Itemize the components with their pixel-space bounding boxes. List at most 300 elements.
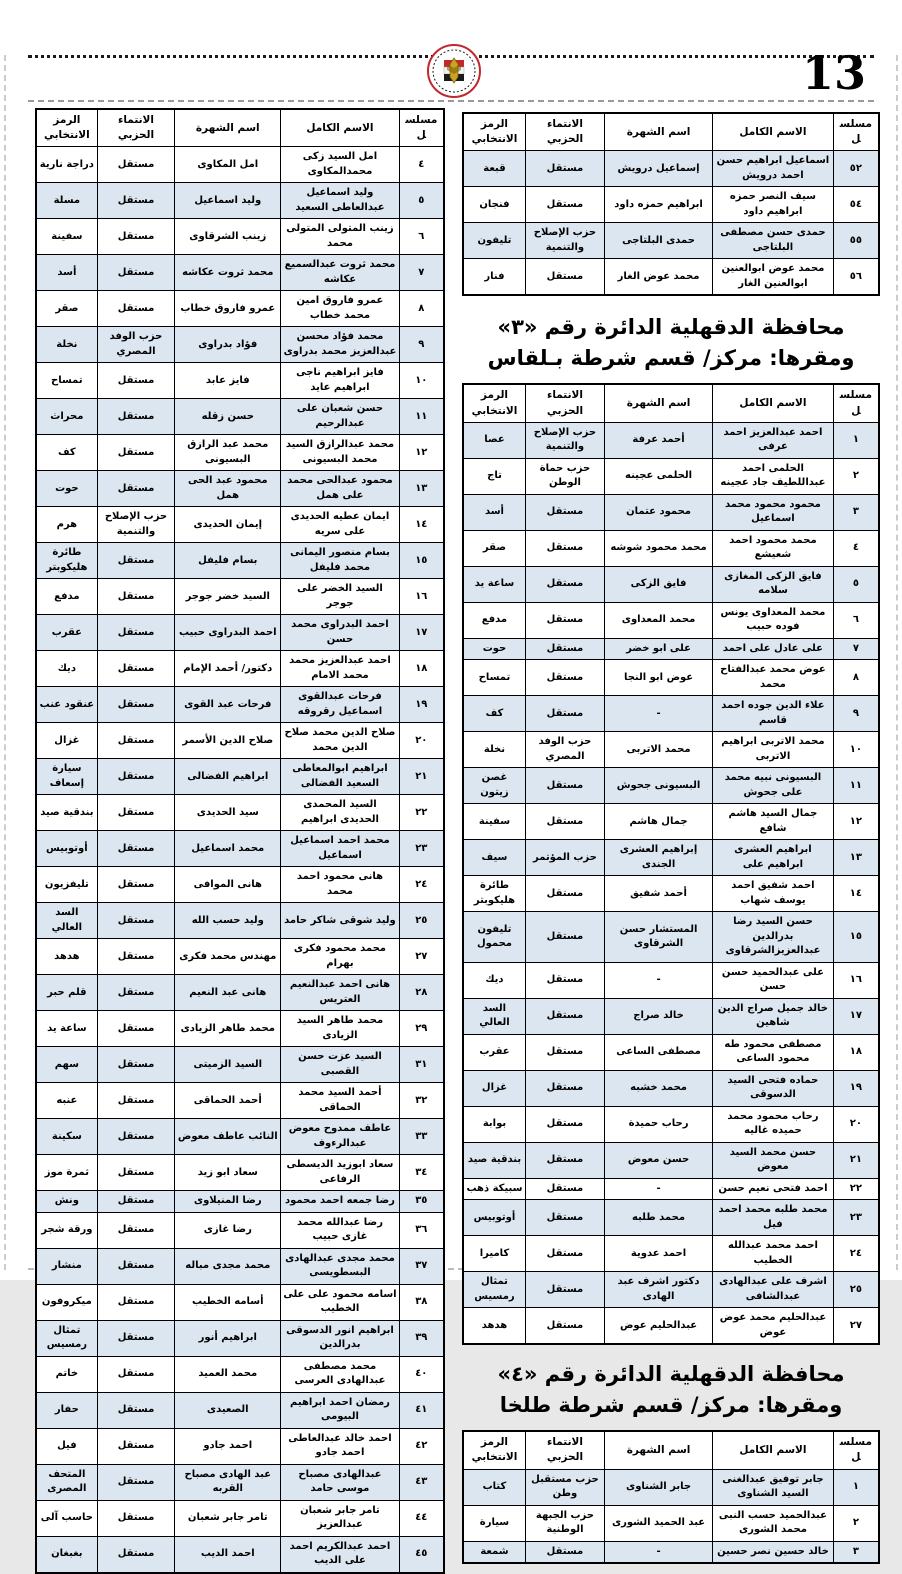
header-row [463, 113, 879, 151]
cell-symbol: كتاب [463, 1469, 525, 1505]
cell-full-name: بسام منصور اليمانى محمد فليفل [281, 543, 399, 579]
cell-serial: ١١ [833, 768, 879, 804]
table-row [36, 1284, 444, 1320]
cell-serial: ١٣ [833, 840, 879, 876]
cell-full-name: السيد عزت حسن القصبى [281, 1047, 399, 1083]
cell-nickname: حمدى البلتاجى [604, 223, 712, 259]
table-row [36, 687, 444, 723]
table-row [36, 1500, 444, 1536]
cell-party: مستقل [97, 579, 175, 615]
candidates-table-district2-continued [35, 108, 445, 1574]
column-header-nickname: اسم الشهرة [175, 109, 281, 147]
cell-party: حزب الإصلاح والتنمية [525, 422, 604, 458]
cell-symbol: حفار [36, 1392, 97, 1428]
cell-serial: ٣٨ [399, 1284, 444, 1320]
cell-nickname: إيمان الحديدى [175, 507, 281, 543]
cell-full-name: السيد الخضر على جوجر [281, 579, 399, 615]
cell-symbol: حاسب آلى [36, 1500, 97, 1536]
cell-serial: ٤٣ [399, 1464, 444, 1500]
cell-nickname: فايز عابد [175, 363, 281, 399]
cell-symbol: سفينة [36, 219, 97, 255]
cell-full-name: حمدى حسن مصطفى البلتاجى [713, 223, 834, 259]
column-header-nickname: اسم الشهرة [604, 384, 712, 422]
cell-serial: ١ [833, 422, 879, 458]
cell-nickname: محمد العميد [175, 1356, 281, 1392]
cell-symbol: قبعة [463, 151, 525, 187]
table-row [36, 1155, 444, 1191]
cell-symbol: فيل [36, 1428, 97, 1464]
cell-nickname: رضا غازى [175, 1212, 281, 1248]
cell-party: حزب الوفد المصري [525, 732, 604, 768]
cell-symbol: سهم [36, 1047, 97, 1083]
cell-symbol: غزال [36, 723, 97, 759]
cell-symbol: فنار [463, 259, 525, 296]
page-number: 13 [801, 46, 866, 100]
cell-serial: ٢٨ [399, 975, 444, 1011]
cell-full-name: ايمان عطيه الحديدى على سريه [281, 507, 399, 543]
cell-symbol: ونش [36, 1191, 97, 1213]
cell-serial: ١٩ [833, 1070, 879, 1106]
cell-full-name: محمد عوض ابوالعنين ابوالعنين الغار [713, 259, 834, 296]
header-row [463, 1431, 879, 1469]
cell-symbol: ساعة يد [463, 566, 525, 602]
cell-full-name: حسن شعبان على عبدالرحيم [281, 399, 399, 435]
table-row [463, 422, 879, 458]
cell-serial: ٤٢ [399, 1428, 444, 1464]
cell-serial: ٢٧ [833, 1308, 879, 1345]
cell-serial: ٥ [833, 566, 879, 602]
cell-nickname: امل المكاوى [175, 147, 281, 183]
cell-serial: ٣٩ [399, 1320, 444, 1356]
cell-party: مستقل [97, 975, 175, 1011]
cell-nickname: عوض ابو النجا [604, 660, 712, 696]
column-header-serial: مسلسل [833, 384, 879, 422]
cell-nickname: حسن معوض [604, 1142, 712, 1178]
cell-serial: ٥٦ [833, 259, 879, 296]
cell-full-name: ابراهيم انور الدسوقى بدرالدين [281, 1320, 399, 1356]
table-row [36, 615, 444, 651]
cell-party: مستقل [525, 912, 604, 963]
cell-symbol: غصن زيتون [463, 768, 525, 804]
cell-serial: ٤ [399, 147, 444, 183]
table-row [463, 1272, 879, 1308]
cell-full-name: جمال السيد هاشم شافع [713, 804, 834, 840]
cell-nickname: هانى عبد النعيم [175, 975, 281, 1011]
cell-nickname: خالد صراج [604, 998, 712, 1034]
table-row [36, 1212, 444, 1248]
cell-party: مستقل [525, 530, 604, 566]
cell-symbol: تمساح [36, 363, 97, 399]
cell-serial: ٢٠ [833, 1106, 879, 1142]
table-row [463, 1505, 879, 1541]
cell-serial: ٣ [833, 1541, 879, 1563]
cell-full-name: زينب المتولى المتولى محمد [281, 219, 399, 255]
cell-serial: ٣٢ [399, 1083, 444, 1119]
cell-full-name: السيد المحمدى الحديدى ابراهيم [281, 795, 399, 831]
table-row [463, 566, 879, 602]
cell-full-name: رضا جمعه احمد محمود [281, 1191, 399, 1213]
cell-party: مستقل [525, 638, 604, 660]
cell-serial: ١٩ [399, 687, 444, 723]
cell-party: مستقل [97, 255, 175, 291]
cell-nickname: - [604, 696, 712, 732]
column-header-full-name: الاسم الكامل [713, 113, 834, 151]
cell-nickname: جابر الشناوى [604, 1469, 712, 1505]
cell-party: حزب الوفد المصري [97, 327, 175, 363]
column-header-party: الانتماء الحزبي [525, 1431, 604, 1469]
cell-nickname: بسام فليفل [175, 543, 281, 579]
table-row [36, 1191, 444, 1213]
table-row [36, 831, 444, 867]
cell-party: مستقل [97, 1392, 175, 1428]
cell-party: مستقل [97, 471, 175, 507]
cell-symbol: خاتم [36, 1356, 97, 1392]
cell-full-name: مصطفى محمود طه محمود الساعى [713, 1034, 834, 1070]
cell-full-name: تامر جابر شعبان عبدالعزيز [281, 1500, 399, 1536]
cell-symbol: عنقود عنب [36, 687, 97, 723]
cell-symbol: شمعة [463, 1541, 525, 1563]
cell-party: مستقل [97, 795, 175, 831]
cell-party: مستقل [97, 1248, 175, 1284]
table-row [36, 471, 444, 507]
cell-party: مستقل [97, 723, 175, 759]
table-row [463, 1308, 879, 1345]
table-row [36, 1011, 444, 1047]
cell-serial: ٣١ [399, 1047, 444, 1083]
cell-serial: ٢٧ [399, 939, 444, 975]
cell-nickname: جمال هاشم [604, 804, 712, 840]
cell-serial: ٣٥ [399, 1191, 444, 1213]
table-row [463, 530, 879, 566]
table-row [36, 1119, 444, 1155]
column-header-serial: مسلسل [833, 113, 879, 151]
cell-serial: ٢ [833, 458, 879, 494]
cell-full-name: خالد جميل صراج الدين شاهين [713, 998, 834, 1034]
cell-party: مستقل [97, 219, 175, 255]
cell-symbol: هدهد [36, 939, 97, 975]
cell-party: مستقل [97, 687, 175, 723]
table-row [36, 759, 444, 795]
cell-nickname: فايق الزكى [604, 566, 712, 602]
column-header-party: الانتماء الحزبي [525, 384, 604, 422]
cell-serial: ٩ [833, 696, 879, 732]
cell-party: مستقل [97, 1011, 175, 1047]
cell-symbol: تليفزيون [36, 867, 97, 903]
cell-serial: ٦ [833, 602, 879, 638]
cell-symbol: سكينة [36, 1119, 97, 1155]
cell-party: مستقل [525, 696, 604, 732]
cell-party: مستقل [97, 1155, 175, 1191]
cell-party: مستقل [97, 939, 175, 975]
cell-symbol: تمثال رمسيس [36, 1320, 97, 1356]
cell-party: حزب المؤتمر [525, 840, 604, 876]
cell-full-name: محمد احمد اسماعيل اسماعيل [281, 831, 399, 867]
cell-symbol: هدهد [463, 1308, 525, 1345]
cell-party: مستقل [97, 903, 175, 939]
cell-serial: ٢١ [833, 1142, 879, 1178]
table-row [463, 1178, 879, 1200]
table-row [463, 660, 879, 696]
cell-party: مستقل [525, 1200, 604, 1236]
cell-full-name: وليد شوقى شاكر حامد [281, 903, 399, 939]
cell-party: مستقل [525, 804, 604, 840]
cell-serial: ٨ [399, 291, 444, 327]
cell-serial: ١٠ [833, 732, 879, 768]
cell-serial: ٧ [399, 255, 444, 291]
cell-nickname: محمد محمود شوشه [604, 530, 712, 566]
cell-symbol: سيارة إسعاف [36, 759, 97, 795]
table-row [463, 696, 879, 732]
cell-full-name: محمد طاهر السيد الزيادى [281, 1011, 399, 1047]
cell-party: مستقل [525, 602, 604, 638]
cell-serial: ١٦ [833, 962, 879, 998]
cell-full-name: محمد مجدى عبدالهادى البسطويسى [281, 1248, 399, 1284]
cell-party: مستقل [525, 494, 604, 530]
cell-party: مستقل [525, 187, 604, 223]
cell-party: مستقل [97, 831, 175, 867]
cell-nickname: محمد ثروت عكاشه [175, 255, 281, 291]
cell-full-name: محمد ثروت عبدالسميع عكاشه [281, 255, 399, 291]
cell-nickname: الحلمى عجينه [604, 458, 712, 494]
cell-full-name: حسن محمد السيد معوض [713, 1142, 834, 1178]
cell-serial: ٢٠ [399, 723, 444, 759]
candidates-table-district4 [462, 1430, 880, 1564]
cell-symbol: ديك [463, 962, 525, 998]
cell-serial: ٢٤ [399, 867, 444, 903]
cell-nickname: - [604, 1178, 712, 1200]
cell-full-name: اسامه محمود على على الخطيب [281, 1284, 399, 1320]
cell-symbol: السد العالي [36, 903, 97, 939]
cell-party: مستقل [97, 363, 175, 399]
table-row [36, 543, 444, 579]
cell-nickname: ابراهيم أنور [175, 1320, 281, 1356]
district3-heading [462, 312, 880, 373]
column-header-nickname: اسم الشهرة [604, 1431, 712, 1469]
cell-full-name: فايق الزكى المغازى سلامه [713, 566, 834, 602]
table-row [36, 867, 444, 903]
district3-title-line2: ومقرها: مركز/ قسم شرطة بـلقاس [487, 345, 855, 370]
column-header-party: الانتماء الحزبي [97, 109, 175, 147]
cell-party: مستقل [97, 543, 175, 579]
cell-nickname: وليد حسب الله [175, 903, 281, 939]
cell-symbol: ساعة يد [36, 1011, 97, 1047]
cell-party: مستقل [97, 399, 175, 435]
header-row [36, 109, 444, 147]
cell-nickname: سعاد ابو زيد [175, 1155, 281, 1191]
cell-nickname: السيد خضر جوجر [175, 579, 281, 615]
table-row [36, 1536, 444, 1573]
cell-symbol: هرم [36, 507, 97, 543]
cell-serial: ٩ [399, 327, 444, 363]
cell-symbol: صقر [463, 530, 525, 566]
cell-nickname: الصعيدى [175, 1392, 281, 1428]
table-row [463, 1236, 879, 1272]
cell-full-name: خالد حسين نصر حسين [713, 1541, 834, 1563]
cell-symbol: تليفون [463, 223, 525, 259]
table-row [36, 1428, 444, 1464]
cell-party: مستقل [97, 1428, 175, 1464]
cell-nickname: رحاب حميدة [604, 1106, 712, 1142]
column-header-symbol: الرمز الانتخابي [36, 109, 97, 147]
cell-nickname: إبراهيم العشرى الجندى [604, 840, 712, 876]
table-row [463, 151, 879, 187]
cell-party: حزب الإصلاح والتنمية [525, 223, 604, 259]
cell-nickname: احمد عدوية [604, 1236, 712, 1272]
table-row [463, 259, 879, 296]
cell-party: مستقل [97, 1356, 175, 1392]
table-row [463, 1142, 879, 1178]
cell-symbol: فنجان [463, 187, 525, 223]
cell-nickname: دكتور/ أحمد الإمام [175, 651, 281, 687]
table-row [463, 223, 879, 259]
cell-serial: ٢٩ [399, 1011, 444, 1047]
cell-full-name: محمد طلبه محمد احمد فيل [713, 1200, 834, 1236]
cell-symbol: أسد [36, 255, 97, 291]
cell-party: مستقل [525, 876, 604, 912]
cell-party: مستقل [97, 1320, 175, 1356]
cell-nickname: محمد مجدى مباله [175, 1248, 281, 1284]
cell-symbol: قلم حبر [36, 975, 97, 1011]
cell-party: مستقل [525, 962, 604, 998]
cell-symbol: سيف [463, 840, 525, 876]
cell-full-name: هانى محمود احمد محمد [281, 867, 399, 903]
table-row [463, 458, 879, 494]
cell-nickname: - [604, 1541, 712, 1563]
cell-full-name: محمد عبدالرازق السيد محمد البسيونى [281, 435, 399, 471]
column-header-party: الانتماء الحزبي [525, 113, 604, 151]
table-row [463, 1541, 879, 1563]
cell-full-name: رمضان احمد ابراهيم البيومى [281, 1392, 399, 1428]
cell-serial: ١٠ [399, 363, 444, 399]
cell-symbol: منشار [36, 1248, 97, 1284]
cell-nickname: دكتور اشرف عبد الهادى [604, 1272, 712, 1308]
left-column [35, 108, 445, 1574]
cell-full-name: محمد مصطفى عبدالهادى العرسى [281, 1356, 399, 1392]
cell-symbol: طائرة هليكوبتر [36, 543, 97, 579]
cell-nickname: على ابو خضر [604, 638, 712, 660]
cell-full-name: سعاد ابوزيد الديسطى الرفاعى [281, 1155, 399, 1191]
cell-full-name: محمود محمود محمد اسماعيل [713, 494, 834, 530]
right-column [462, 112, 880, 1564]
cell-nickname: إسماعيل درويش [604, 151, 712, 187]
cell-serial: ٤٠ [399, 1356, 444, 1392]
cell-symbol: تليفون محمول [463, 912, 525, 963]
cell-serial: ٦ [399, 219, 444, 255]
cell-symbol: تمساح [463, 660, 525, 696]
cell-full-name: احمد شفيق احمد يوسف شهاب [713, 876, 834, 912]
cell-serial: ١٥ [833, 912, 879, 963]
cell-full-name: على عبدالحميد حسن حسن [713, 962, 834, 998]
district3-title-line1: محافظة الدقهلية الدائرة رقم «٣» [497, 315, 845, 340]
cell-party: مستقل [97, 1083, 175, 1119]
table-row [36, 1083, 444, 1119]
cell-full-name: عاطف ممدوح معوض عبدالرءوف [281, 1119, 399, 1155]
cell-symbol: عنبه [36, 1083, 97, 1119]
table-row [36, 1464, 444, 1500]
cell-nickname: رضا المنيلاوى [175, 1191, 281, 1213]
cell-symbol: مدفع [36, 579, 97, 615]
cell-full-name: احمد عبدالكريم احمد على الديب [281, 1536, 399, 1573]
cell-serial: ٢٤ [833, 1236, 879, 1272]
cell-symbol: كاميرا [463, 1236, 525, 1272]
cell-full-name: جابر توفيق عبدالغنى السيد الشناوى [713, 1469, 834, 1505]
cell-serial: ٥٥ [833, 223, 879, 259]
cell-nickname: - [604, 962, 712, 998]
cell-nickname: أسامه الخطيب [175, 1284, 281, 1320]
cell-full-name: محمد فؤاد محسن عبدالعزيز محمد بدراوى [281, 327, 399, 363]
cell-symbol: كف [36, 435, 97, 471]
cell-nickname: فؤاد بدراوى [175, 327, 281, 363]
table-row [36, 723, 444, 759]
cell-symbol: نخلة [463, 732, 525, 768]
table-row [463, 638, 879, 660]
table-row [463, 602, 879, 638]
table-row [36, 1356, 444, 1392]
cell-full-name: احمد عبدالعزيز احمد عرفى [713, 422, 834, 458]
cell-full-name: الحلمى احمد عبداللطيف جاد عجينه [713, 458, 834, 494]
district4-heading [462, 1359, 880, 1420]
table-row [36, 939, 444, 975]
cell-serial: ٢١ [399, 759, 444, 795]
cell-party: مستقل [525, 151, 604, 187]
cell-party: مستقل [97, 759, 175, 795]
cell-symbol: سيارة [463, 1505, 525, 1541]
cell-party: مستقل [97, 1464, 175, 1500]
district4-title-line2: ومقرها: مركز/ قسم شرطة طلخا [499, 1392, 843, 1417]
cell-full-name: عمرو فاروق امين محمد خطاب [281, 291, 399, 327]
cell-party: مستقل [97, 1536, 175, 1573]
cell-serial: ٢٥ [833, 1272, 879, 1308]
cell-symbol: بغبغان [36, 1536, 97, 1573]
cell-symbol: غزال [463, 1070, 525, 1106]
table-row [36, 291, 444, 327]
cell-symbol: تمثال رمسيس [463, 1272, 525, 1308]
table-row [463, 1070, 879, 1106]
cell-nickname: احمد الديب [175, 1536, 281, 1573]
table-row [36, 1320, 444, 1356]
cell-party: مستقل [97, 291, 175, 327]
column-header-serial: مسلسل [399, 109, 444, 147]
cell-nickname: احمد البدراوى حبيب [175, 615, 281, 651]
cell-party: حزب حماة الوطن [525, 458, 604, 494]
cell-serial: ٤١ [399, 1392, 444, 1428]
cell-nickname: محمود عتمان [604, 494, 712, 530]
cell-party: مستقل [525, 1272, 604, 1308]
cell-full-name: محمود عبدالحى محمد على همل [281, 471, 399, 507]
table-row [36, 327, 444, 363]
cell-serial: ١٨ [399, 651, 444, 687]
cell-nickname: عبد الهادى مصباح القربه [175, 1464, 281, 1500]
table-row [36, 507, 444, 543]
cell-serial: ١٨ [833, 1034, 879, 1070]
cell-serial: ٥٢ [833, 151, 879, 187]
cell-serial: ٣٤ [399, 1155, 444, 1191]
cell-nickname: المستشار حسن الشرقاوى [604, 912, 712, 963]
table-row [36, 1248, 444, 1284]
cell-party: مستقل [525, 1236, 604, 1272]
cell-party: مستقل [525, 1106, 604, 1142]
cell-symbol: كف [463, 696, 525, 732]
cell-full-name: احمد البدراوى محمد حسن [281, 615, 399, 651]
cell-full-name: محمد المعداوى يونس فوده حبيب [713, 602, 834, 638]
table-row [463, 494, 879, 530]
cell-nickname: فرحات عبد القوى [175, 687, 281, 723]
cell-symbol: محراث [36, 399, 97, 435]
cell-full-name: ابراهيم العشرى ابراهيم على [713, 840, 834, 876]
cell-party: مستقل [97, 1284, 175, 1320]
cell-party: مستقل [97, 867, 175, 903]
header-row [463, 384, 879, 422]
